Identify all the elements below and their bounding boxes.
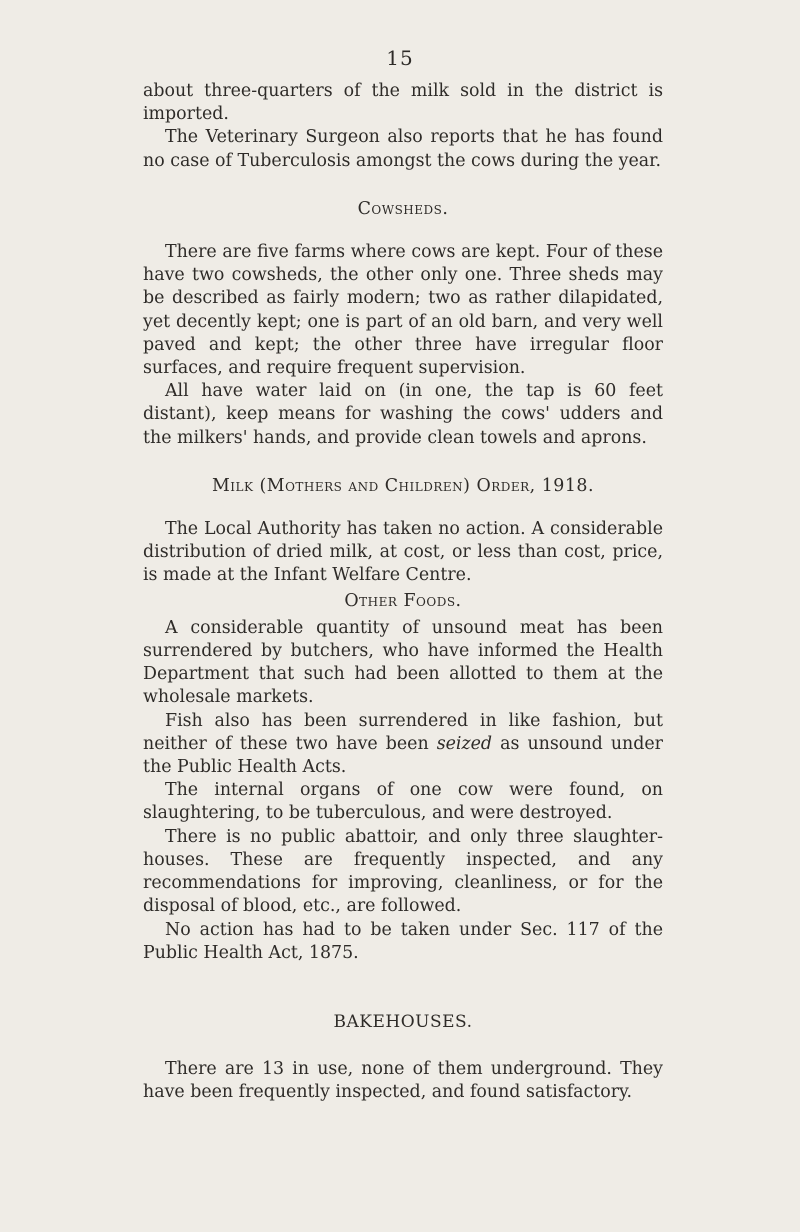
- other-foods-paragraph-3: The internal organs of one cow were found, on slaughtering, to be tuberculous, and were destroyed.: [143, 780, 663, 824]
- other-foods-p2-before: Fish also has been surrendered in like fashion, but neither of these two have been: [143, 710, 663, 754]
- other-foods-paragraph-4: There is no public abattoir, and only three slaughter-houses. These are frequently inspected, and any recommendations for improving, cleanliness, or for the disposal of blood, etc., are followed.: [143, 826, 663, 917]
- milk-order-heading: Milk (Mothers and Children) Order, 1918.: [211, 475, 595, 496]
- other-foods-p2-after: as unsound under the Public Health Acts.: [143, 733, 663, 778]
- page-number: 15: [386, 46, 414, 70]
- other-foods-paragraph-5: No action has had to be taken under Sec. 117 of the Public Health Act, 1875.: [143, 919, 663, 963]
- other-foods-heading: Other Foods.: [344, 590, 462, 611]
- bakehouses-heading: BAKEHOUSES.: [333, 1011, 473, 1032]
- intro-paragraph-2: The Veterinary Surgeon also reports that he has found no case of Tuberculosis amongst the cows during the year.: [143, 127, 663, 171]
- intro-paragraph-1: about three-quarters of the milk sold in the district is imported.: [143, 81, 663, 125]
- page-body: [143, 80, 663, 1105]
- cowsheds-paragraph-1: There are five farms where cows are kept. Four of these have two cowsheds, the other only one. Three sheds may be described as fairly modern; two as rather dilapidated, yet decently kept; one is part of an old barn, and very well paved and kept; the other three have irregular floor surfaces, and require frequent supervision.: [143, 242, 663, 379]
- milk-order-paragraph-1: The Local Authority has taken no action. A considerable distribution of dried milk, at cost, or less than cost, price, is made at the Infant Welfare Centre.: [143, 519, 663, 586]
- cowsheds-heading: Cowsheds.: [357, 198, 449, 219]
- other-foods-paragraph-2: [143, 710, 663, 780]
- other-foods-p2-emphasis: seized: [436, 733, 493, 754]
- bakehouses-paragraph-1: There are 13 in use, none of them underground. They have been frequently inspected, and found satisfactory.: [143, 1059, 663, 1103]
- other-foods-paragraph-1: A considerable quantity of unsound meat has been surrendered by butchers, who have informed the Health Department that such had been allotted to them at the wholesale markets.: [143, 617, 663, 708]
- cowsheds-paragraph-2: All have water laid on (in one, the tap is 60 feet distant), keep means for washing the cows' udders and the milkers' hands, and provide clean towels and aprons.: [143, 381, 663, 448]
